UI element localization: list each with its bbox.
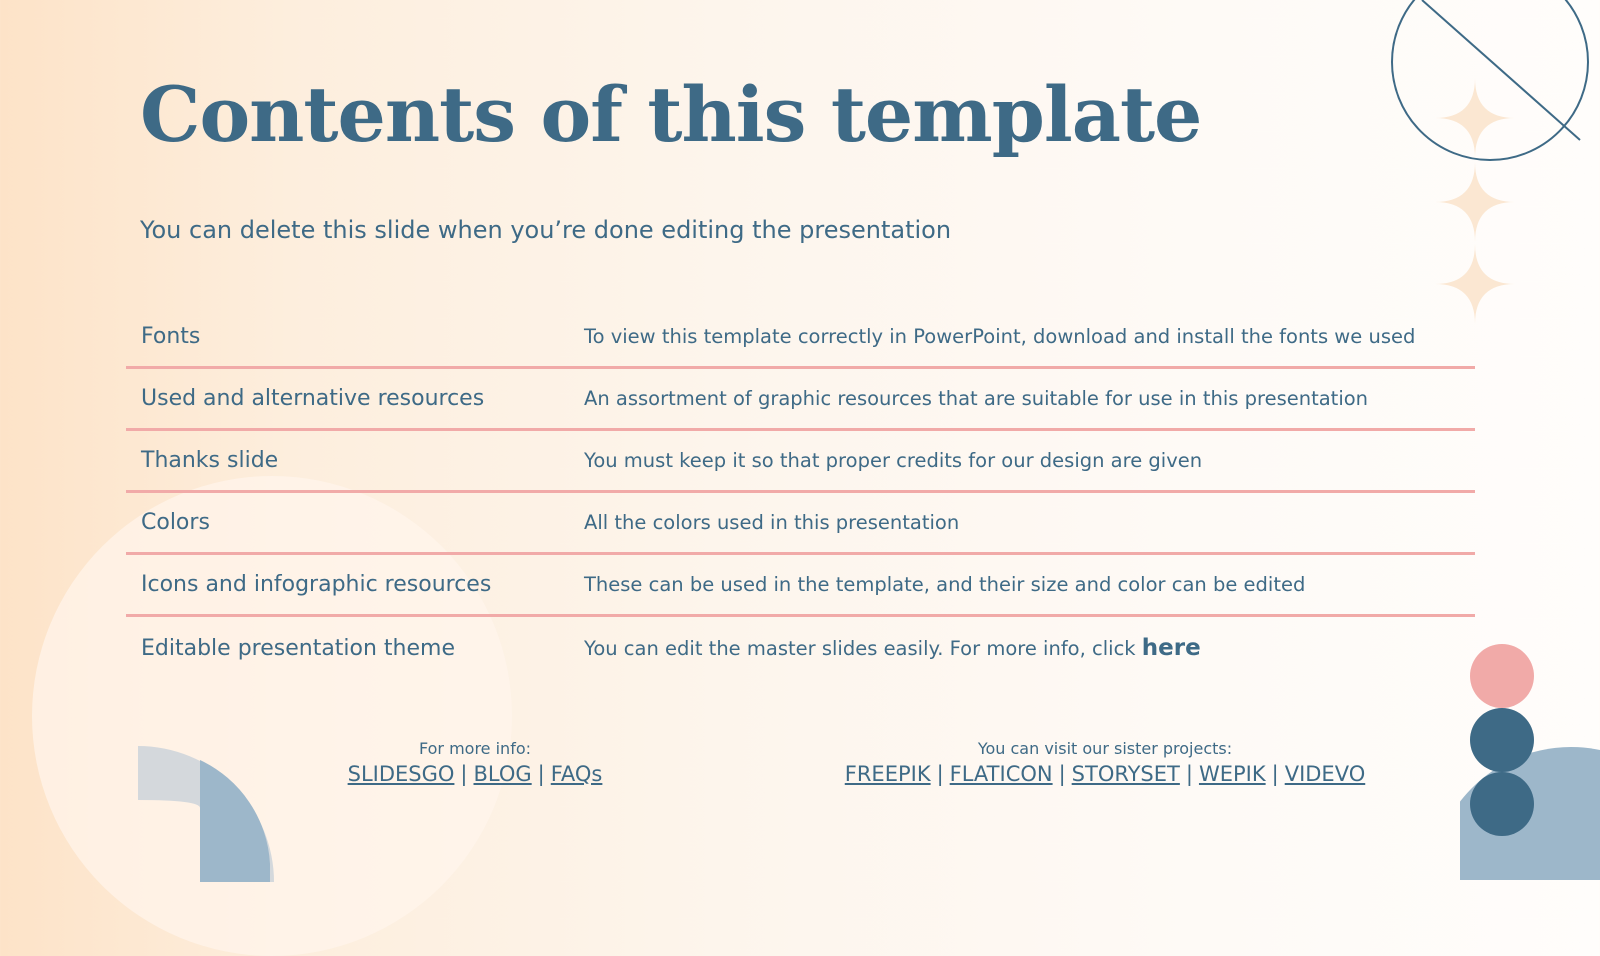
slide-title: Contents of this template xyxy=(140,70,1202,159)
faqs-link[interactable]: FAQs xyxy=(550,762,603,786)
star-decoration xyxy=(1435,162,1515,242)
row-description: These can be used in the template, and their size and color can be edited xyxy=(584,573,1306,596)
row-description: An assortment of graphic resources that are suitable for use in this presentation xyxy=(584,387,1369,410)
blue-circle-decoration xyxy=(1470,772,1534,836)
star-decoration xyxy=(1435,78,1515,158)
table-row xyxy=(126,555,1475,617)
row-description xyxy=(584,635,1475,661)
table-row xyxy=(126,307,1475,369)
row-description-text: You can edit the master slides easily. For more info, click xyxy=(584,637,1142,660)
row-name: Editable presentation theme xyxy=(141,635,456,661)
row-name: Icons and infographic resources xyxy=(141,572,492,597)
link-separator: | xyxy=(936,762,944,786)
contents-table xyxy=(126,307,1475,679)
quarter-circle-decoration xyxy=(138,746,274,882)
link-separator: | xyxy=(1058,762,1066,786)
footer-caption: You can visit our sister projects: xyxy=(977,739,1233,758)
row-name: Fonts xyxy=(141,324,201,349)
link-separator: | xyxy=(537,762,545,786)
row-name: Thanks slide xyxy=(141,448,279,473)
dots-decoration xyxy=(1460,640,1600,900)
blue-circle-decoration xyxy=(1470,708,1534,772)
table-row xyxy=(126,617,1475,679)
table-row xyxy=(126,493,1475,555)
row-description: You must keep it so that proper credits for our design are given xyxy=(584,449,1203,472)
flaticon-link[interactable]: FLATICON xyxy=(949,762,1053,786)
footer-sister-projects xyxy=(840,738,1370,788)
link-separator: | xyxy=(1185,762,1193,786)
table-row xyxy=(126,431,1475,493)
link-separator: | xyxy=(1271,762,1279,786)
table-row xyxy=(126,369,1475,431)
footer-links xyxy=(840,760,1370,788)
circle-line-decoration xyxy=(1380,0,1600,340)
row-description: All the colors used in this presentation xyxy=(584,511,960,534)
row-name: Used and alternative resources xyxy=(141,386,485,411)
footer-links xyxy=(330,760,620,788)
row-name: Colors xyxy=(141,510,210,535)
videvo-link[interactable]: VIDEVO xyxy=(1284,762,1366,786)
wepik-link[interactable]: WEPIK xyxy=(1198,762,1266,786)
storyset-link[interactable]: STORYSET xyxy=(1071,762,1180,786)
blog-link[interactable]: BLOG xyxy=(473,762,532,786)
row-description: To view this template correctly in PowerPoint, download and install the fonts we used xyxy=(584,325,1416,348)
pink-circle-decoration xyxy=(1470,644,1534,708)
slide-subtitle: You can delete this slide when you’re done editing the presentation xyxy=(140,216,952,244)
slidesgo-link[interactable]: SLIDESGO xyxy=(347,762,455,786)
footer-caption: For more info: xyxy=(418,739,531,758)
link-separator: | xyxy=(460,762,468,786)
here-link[interactable]: here xyxy=(1141,635,1201,661)
footer-more-info xyxy=(330,738,620,788)
freepik-link[interactable]: FREEPIK xyxy=(844,762,931,786)
